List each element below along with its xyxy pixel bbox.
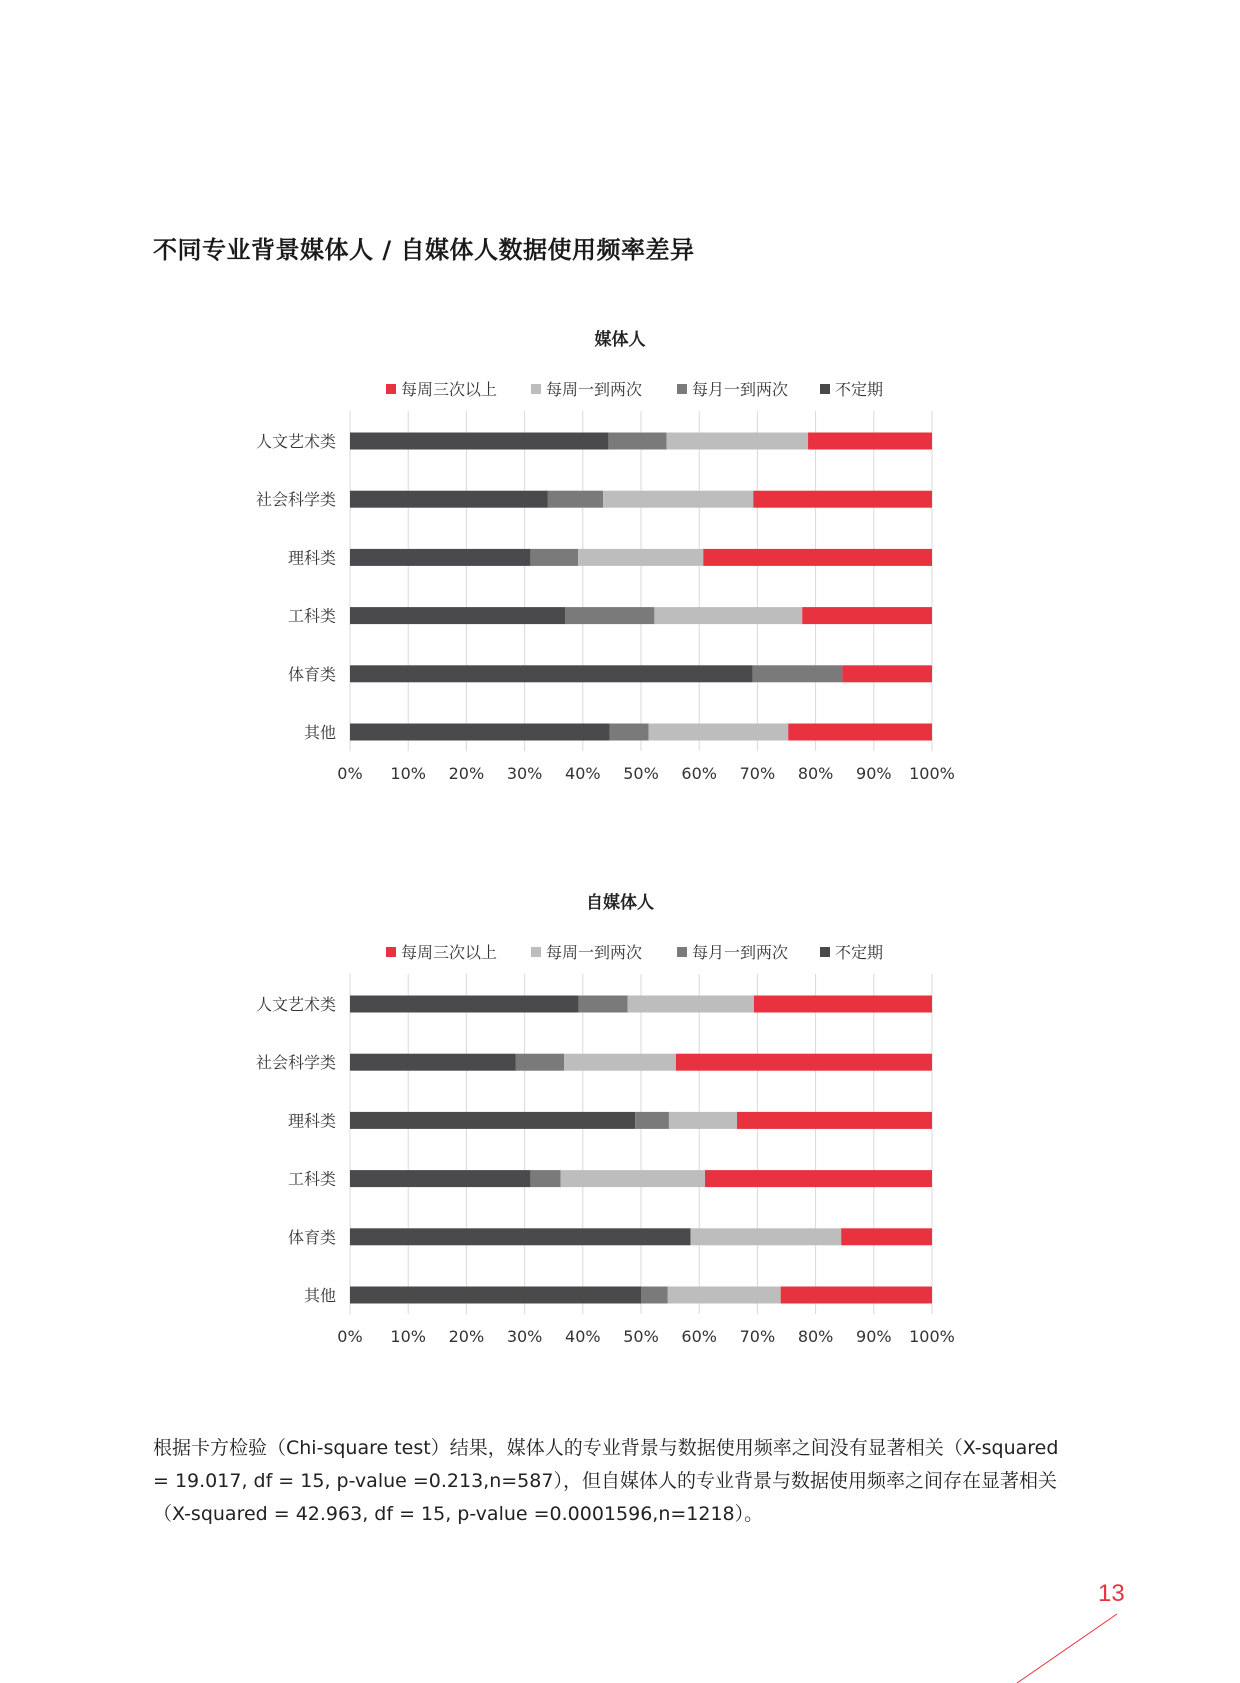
- body-paragraph: 根据卡方检验（Chi-square test）结果，媒体人的专业背景与数据使用频率之间没有显著相关（X-squared = 19.017, df = 15, p-value =0.213,n=587），但自媒体人的专业背景与数据使用频率之间存在显著相关（X-squared = 42.963, df = 15, p-value =0.0001596,n=1218）。: [153, 1437, 1059, 1525]
- bar-segment: [610, 724, 649, 741]
- bar-segment: [608, 433, 666, 450]
- y-category-label: 人文艺术类: [255, 432, 336, 451]
- bar-segment: [690, 1228, 841, 1245]
- bar-segment: [737, 1112, 932, 1129]
- legend-swatch: [820, 947, 830, 957]
- legend-swatch: [531, 384, 541, 394]
- bar-segment: [669, 1112, 737, 1129]
- legend-label: 每周一到两次: [546, 380, 643, 399]
- y-category-label: 其他: [303, 723, 336, 742]
- bar-segment: [579, 996, 628, 1013]
- bar-segment: [516, 1054, 564, 1071]
- bar-segment: [350, 549, 530, 566]
- legend-item-weekly-1-2: [531, 377, 642, 400]
- bar-segment: [603, 491, 753, 508]
- bar-segment: [842, 665, 932, 682]
- bar-segment: [753, 491, 932, 508]
- y-category-label: 社会科学类: [255, 1053, 336, 1073]
- legend-item-weekly-3plus: [386, 377, 497, 400]
- bar-segment: [350, 665, 753, 682]
- x-tick-label: 40%: [565, 1327, 601, 1346]
- bar-segment: [628, 996, 754, 1013]
- bar-segment: [654, 607, 802, 624]
- y-category-label: 理科类: [287, 548, 336, 568]
- bar-segment: [668, 1287, 781, 1304]
- x-tick-label: 70%: [739, 764, 776, 783]
- legend-item-weekly-3plus: [386, 940, 497, 963]
- bar-segment: [350, 491, 548, 508]
- x-tick-label: 70%: [739, 1327, 776, 1346]
- bar-segment: [350, 724, 610, 741]
- chart-title: 自媒体人: [586, 893, 654, 913]
- x-tick-label: 0%: [337, 1327, 363, 1346]
- bar-segment: [350, 1054, 516, 1071]
- x-tick-label: 80%: [797, 1327, 834, 1346]
- bar-segment: [350, 433, 608, 450]
- y-category-label: 体育类: [287, 1227, 336, 1247]
- bar-segment: [350, 1112, 635, 1129]
- bar-segment: [350, 996, 579, 1013]
- bar-segment: [350, 1287, 641, 1304]
- bar-segment: [754, 996, 932, 1013]
- bar-segment: [808, 433, 932, 450]
- page-number: 13: [1098, 1580, 1125, 1607]
- x-tick-label: 40%: [565, 764, 601, 783]
- legend-item-irregular: [820, 940, 883, 963]
- bar-segment: [781, 1287, 932, 1304]
- legend-item-weekly-1-2: [531, 940, 642, 963]
- bar-segment: [667, 433, 808, 450]
- bar-segment: [649, 724, 789, 741]
- bar-segment: [703, 549, 932, 566]
- legend-item-irregular: [820, 377, 883, 400]
- bar-segment: [530, 1170, 560, 1187]
- bar-segment: [350, 1170, 530, 1187]
- legend-label: 每周一到两次: [546, 943, 643, 962]
- x-tick-label: 50%: [623, 1327, 659, 1346]
- x-tick-label: 10%: [390, 1327, 426, 1346]
- chart-title: 媒体人: [594, 330, 646, 350]
- legend-label: 每周三次以上: [401, 380, 498, 399]
- x-tick-label: 60%: [681, 764, 717, 783]
- x-tick-label: 80%: [797, 764, 834, 783]
- legend-swatch: [531, 947, 541, 957]
- x-tick-label: 0%: [337, 764, 363, 783]
- legend-swatch: [386, 947, 396, 957]
- bar-segment: [350, 607, 565, 624]
- x-tick-label: 30%: [506, 764, 543, 783]
- legend-label: 不定期: [835, 380, 884, 399]
- chart-media-professionals: [0, 325, 1240, 825]
- bar-segment: [548, 491, 603, 508]
- bar-segment: [753, 665, 843, 682]
- bar-segment: [641, 1287, 668, 1304]
- chart-self-media: [0, 888, 1240, 1388]
- bar-segment: [530, 549, 578, 566]
- x-tick-label: 100%: [909, 764, 955, 783]
- bar-segment: [564, 1054, 676, 1071]
- bar-segment: [676, 1054, 932, 1071]
- chart-plot: [0, 411, 1240, 811]
- y-category-label: 人文艺术类: [255, 995, 336, 1014]
- bar-segment: [635, 1112, 669, 1129]
- x-tick-label: 20%: [448, 1327, 485, 1346]
- chart-legend: [0, 377, 1240, 401]
- bar-segment: [802, 607, 932, 624]
- x-tick-label: 90%: [856, 764, 892, 783]
- legend-label: 每月一到两次: [692, 943, 789, 962]
- x-tick-label: 30%: [506, 1327, 543, 1346]
- y-category-label: 工科类: [287, 606, 336, 626]
- bar-segment: [788, 724, 932, 741]
- y-category-label: 工科类: [287, 1169, 336, 1189]
- legend-item-monthly-1-2: [677, 377, 788, 400]
- y-category-label: 理科类: [287, 1111, 336, 1131]
- y-category-label: 社会科学类: [255, 490, 336, 510]
- bar-segment: [565, 607, 654, 624]
- x-tick-label: 20%: [448, 764, 485, 783]
- bar-segment: [705, 1170, 932, 1187]
- legend-label: 不定期: [835, 943, 884, 962]
- x-tick-label: 50%: [623, 764, 659, 783]
- chart-legend: [0, 940, 1240, 964]
- bar-segment: [841, 1228, 932, 1245]
- legend-swatch: [386, 384, 396, 394]
- bar-segment: [561, 1170, 705, 1187]
- x-tick-label: 10%: [390, 764, 426, 783]
- legend-swatch: [677, 384, 687, 394]
- legend-label: 每周三次以上: [401, 943, 498, 962]
- bar-segment: [350, 1228, 690, 1245]
- page-title: 不同专业背景媒体人 / 自媒体人数据使用频率差异: [153, 236, 695, 264]
- x-tick-label: 60%: [681, 1327, 717, 1346]
- x-tick-label: 100%: [909, 1327, 955, 1346]
- legend-item-monthly-1-2: [677, 940, 788, 963]
- legend-label: 每月一到两次: [692, 380, 789, 399]
- y-category-label: 其他: [303, 1286, 336, 1305]
- legend-swatch: [677, 947, 687, 957]
- y-category-label: 体育类: [287, 664, 336, 684]
- legend-swatch: [820, 384, 830, 394]
- chart-plot: [0, 974, 1240, 1374]
- x-tick-label: 90%: [856, 1327, 892, 1346]
- bar-segment: [578, 549, 703, 566]
